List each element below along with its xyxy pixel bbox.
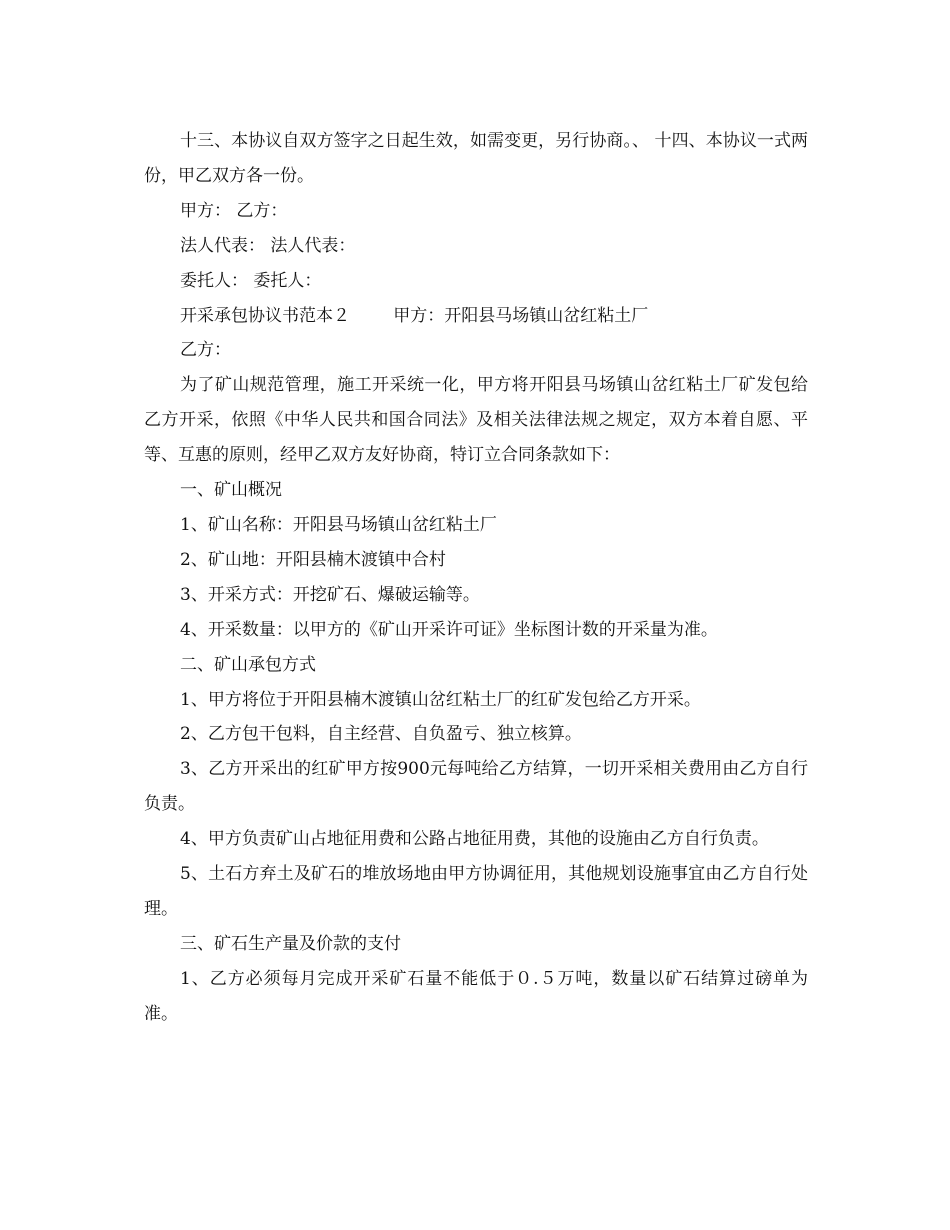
list-item: 4、开采数量：以甲方的《矿山开采许可证》坐标图计数的开采量为准。 (180, 619, 718, 640)
section-heading-1: 一、矿山概况 (180, 480, 282, 501)
list-item: 2、乙方包干包料，自主经营、自负盈亏、独立核算。 (180, 724, 582, 745)
sample-2-title: 开采承包协议书范本２ (180, 305, 350, 326)
list-item: 3、乙方开采出的红矿甲方按900元每吨给乙方结算，一切开采相关费用由乙方自行负责。 (144, 759, 808, 815)
list-item: 2、矿山地：开阳县楠木渡镇中合村 (180, 549, 446, 570)
list-item: 1、乙方必须每月完成开采矿石量不能低于０.５万吨，数量以矿石结算过磅单为准。 (144, 968, 808, 1024)
signature-legal-rep-line: 法人代表： 法人代表： (180, 235, 356, 256)
document-body (144, 124, 808, 1032)
list-item: 1、甲方将位于开阳县楠木渡镇山岔红粘土厂的红矿发包给乙方开采。 (180, 689, 701, 710)
preamble-paragraph: 为了矿山规范管理，施工开采统一化，甲方将开阳县马场镇山岔红粘土厂矿发包给乙方开采，依照《中华人民共和国合同法》及相关法律法规之规定，双方本着自愿、平等、互惠的原则，经甲乙双方友好协商，特订立合同条款如下： (144, 375, 808, 466)
section-heading-3: 三、矿石生产量及价款的支付 (180, 933, 401, 954)
clause-13-14: 十三、本协议自双方签字之日起生效，如需变更，另行协商。、 十四、本协议一式两份，甲乙双方各一份。 (144, 131, 808, 186)
sample-2-heading-line (144, 299, 808, 334)
signature-agent-line: 委托人： 委托人： (180, 270, 322, 291)
signature-party-line: 甲方： 乙方： (180, 200, 288, 221)
sample-2-party-a: 甲方：开阳县马场镇山岔红粘土厂 (393, 305, 649, 326)
list-item: 1、矿山名称：开阳县马场镇山岔红粘土厂 (180, 514, 497, 535)
list-item: 5、土石方弃土及矿石的堆放场地由甲方协调征用，其他规划设施事宜由乙方自行处理。 (144, 864, 808, 919)
party-b-line: 乙方： (180, 340, 231, 361)
list-item: 3、开采方式：开挖矿石、爆破运输等。 (180, 584, 480, 605)
list-item: 4、甲方负责矿山占地征用费和公路占地征用费，其他的设施由乙方自行负责。 (180, 829, 769, 850)
section-heading-2: 二、矿山承包方式 (180, 654, 316, 675)
